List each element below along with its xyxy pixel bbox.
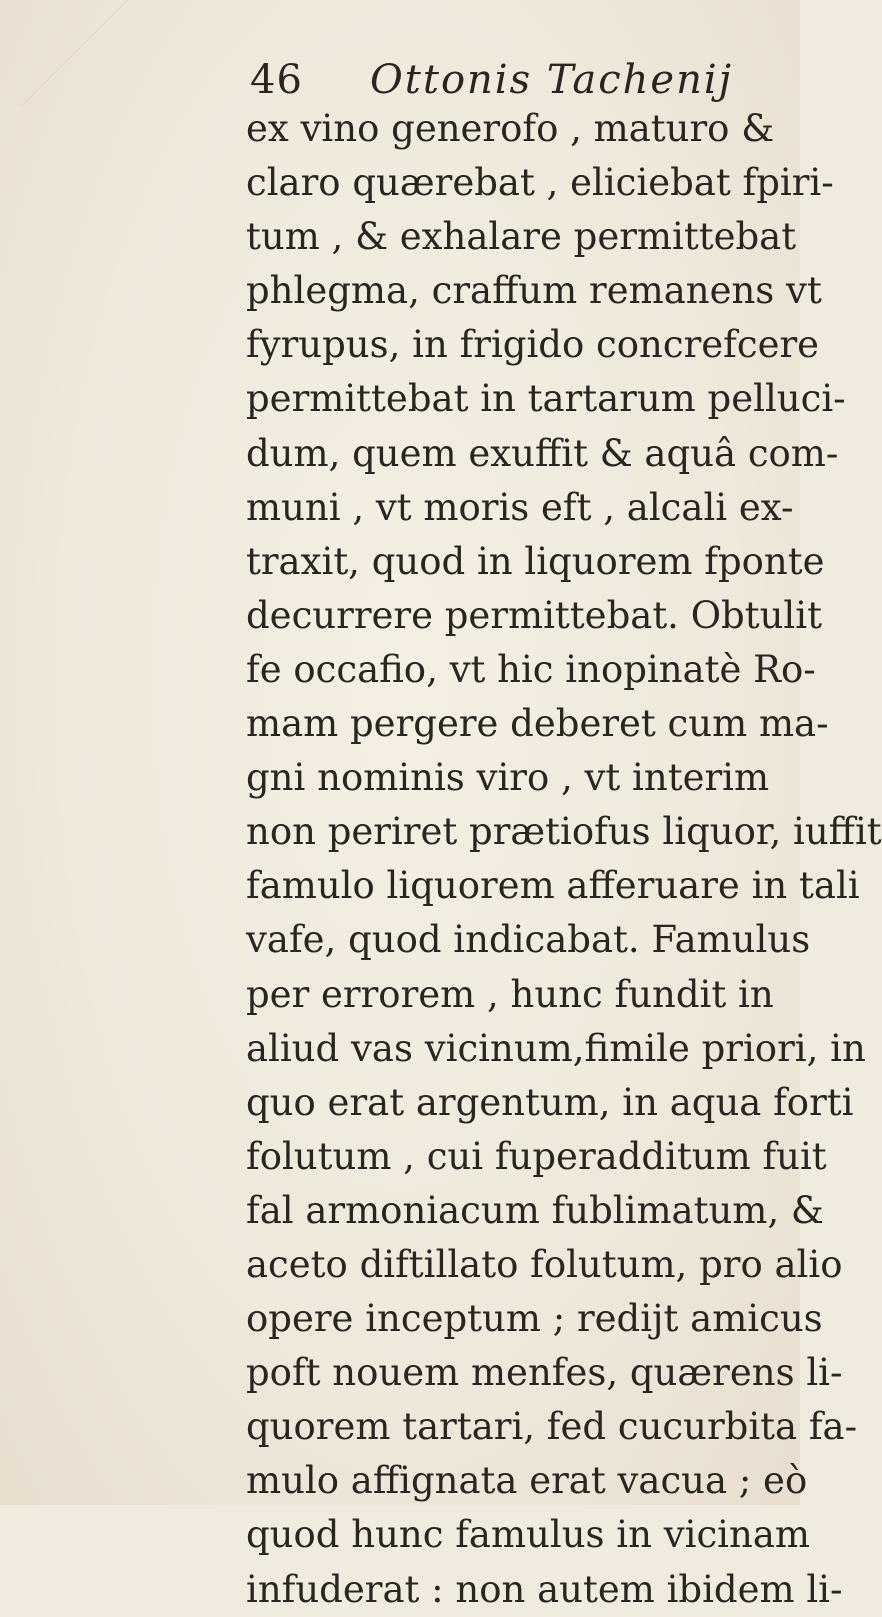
running-head: Ottonis Tachenij xyxy=(370,57,734,103)
text-line: famulo liquorem afferuare in tali xyxy=(246,864,860,908)
text-line: gni nominis viro , vt interim xyxy=(246,756,770,800)
text-line: tum , & exhalare permittebat xyxy=(246,215,797,259)
text-line: poft nouem menfes, quærens li- xyxy=(246,1351,843,1395)
text-line: per errorem , hunc fundit in xyxy=(246,972,774,1016)
text-line: non periret prætiofus liquor, iuffit xyxy=(246,810,882,854)
text-line: mam pergere deberet cum ma- xyxy=(246,702,829,746)
text-line: permittebat in tartarum pelluci- xyxy=(246,377,846,421)
text-line: opere inceptum ; redijt amicus xyxy=(246,1297,823,1341)
text-line: quo erat argentum, in aqua forti xyxy=(246,1080,854,1124)
text-line: muni , vt moris eft , alcali ex- xyxy=(246,485,794,529)
text-line: folutum , cui fuperadditum fuit xyxy=(246,1134,827,1178)
text-line: fyrupus, in frigido concrefcere xyxy=(246,323,820,367)
text-line: vafe, quod indicabat. Famulus xyxy=(246,918,811,962)
text-line: traxit, quod in liquorem fponte xyxy=(246,539,825,583)
text-line: infuderat : non autem ibidem li- xyxy=(246,1567,843,1611)
text-line: aceto diftillato folutum, pro alio xyxy=(246,1242,843,1286)
page-fold-mark xyxy=(0,0,192,106)
text-line: mulo affignata erat vacua ; eò xyxy=(246,1459,808,1503)
text-line: decurrere permittebat. Obtulit xyxy=(246,593,822,637)
text-line: quorem tartari, fed cucurbita fa- xyxy=(246,1405,858,1449)
body-text xyxy=(246,102,882,1617)
text-line: claro quærebat , eliciebat fpiri- xyxy=(246,161,834,205)
text-line: fal armoniacum fublimatum, & xyxy=(246,1188,824,1232)
page-header xyxy=(250,50,734,110)
text-line: phlegma, craffum remanens vt xyxy=(246,269,822,313)
page-number: 46 xyxy=(250,57,303,103)
text-line: quod hunc famulus in vicinam xyxy=(246,1513,810,1557)
text-line: ex vino generofo , maturo & xyxy=(246,107,775,150)
text-line: fe occafio, vt hic inopinatè Ro- xyxy=(246,647,816,691)
text-line: dum, quem exuffit & aquâ com- xyxy=(246,431,839,475)
text-line: aliud vas vicinum,fimile priori, in xyxy=(246,1026,866,1070)
